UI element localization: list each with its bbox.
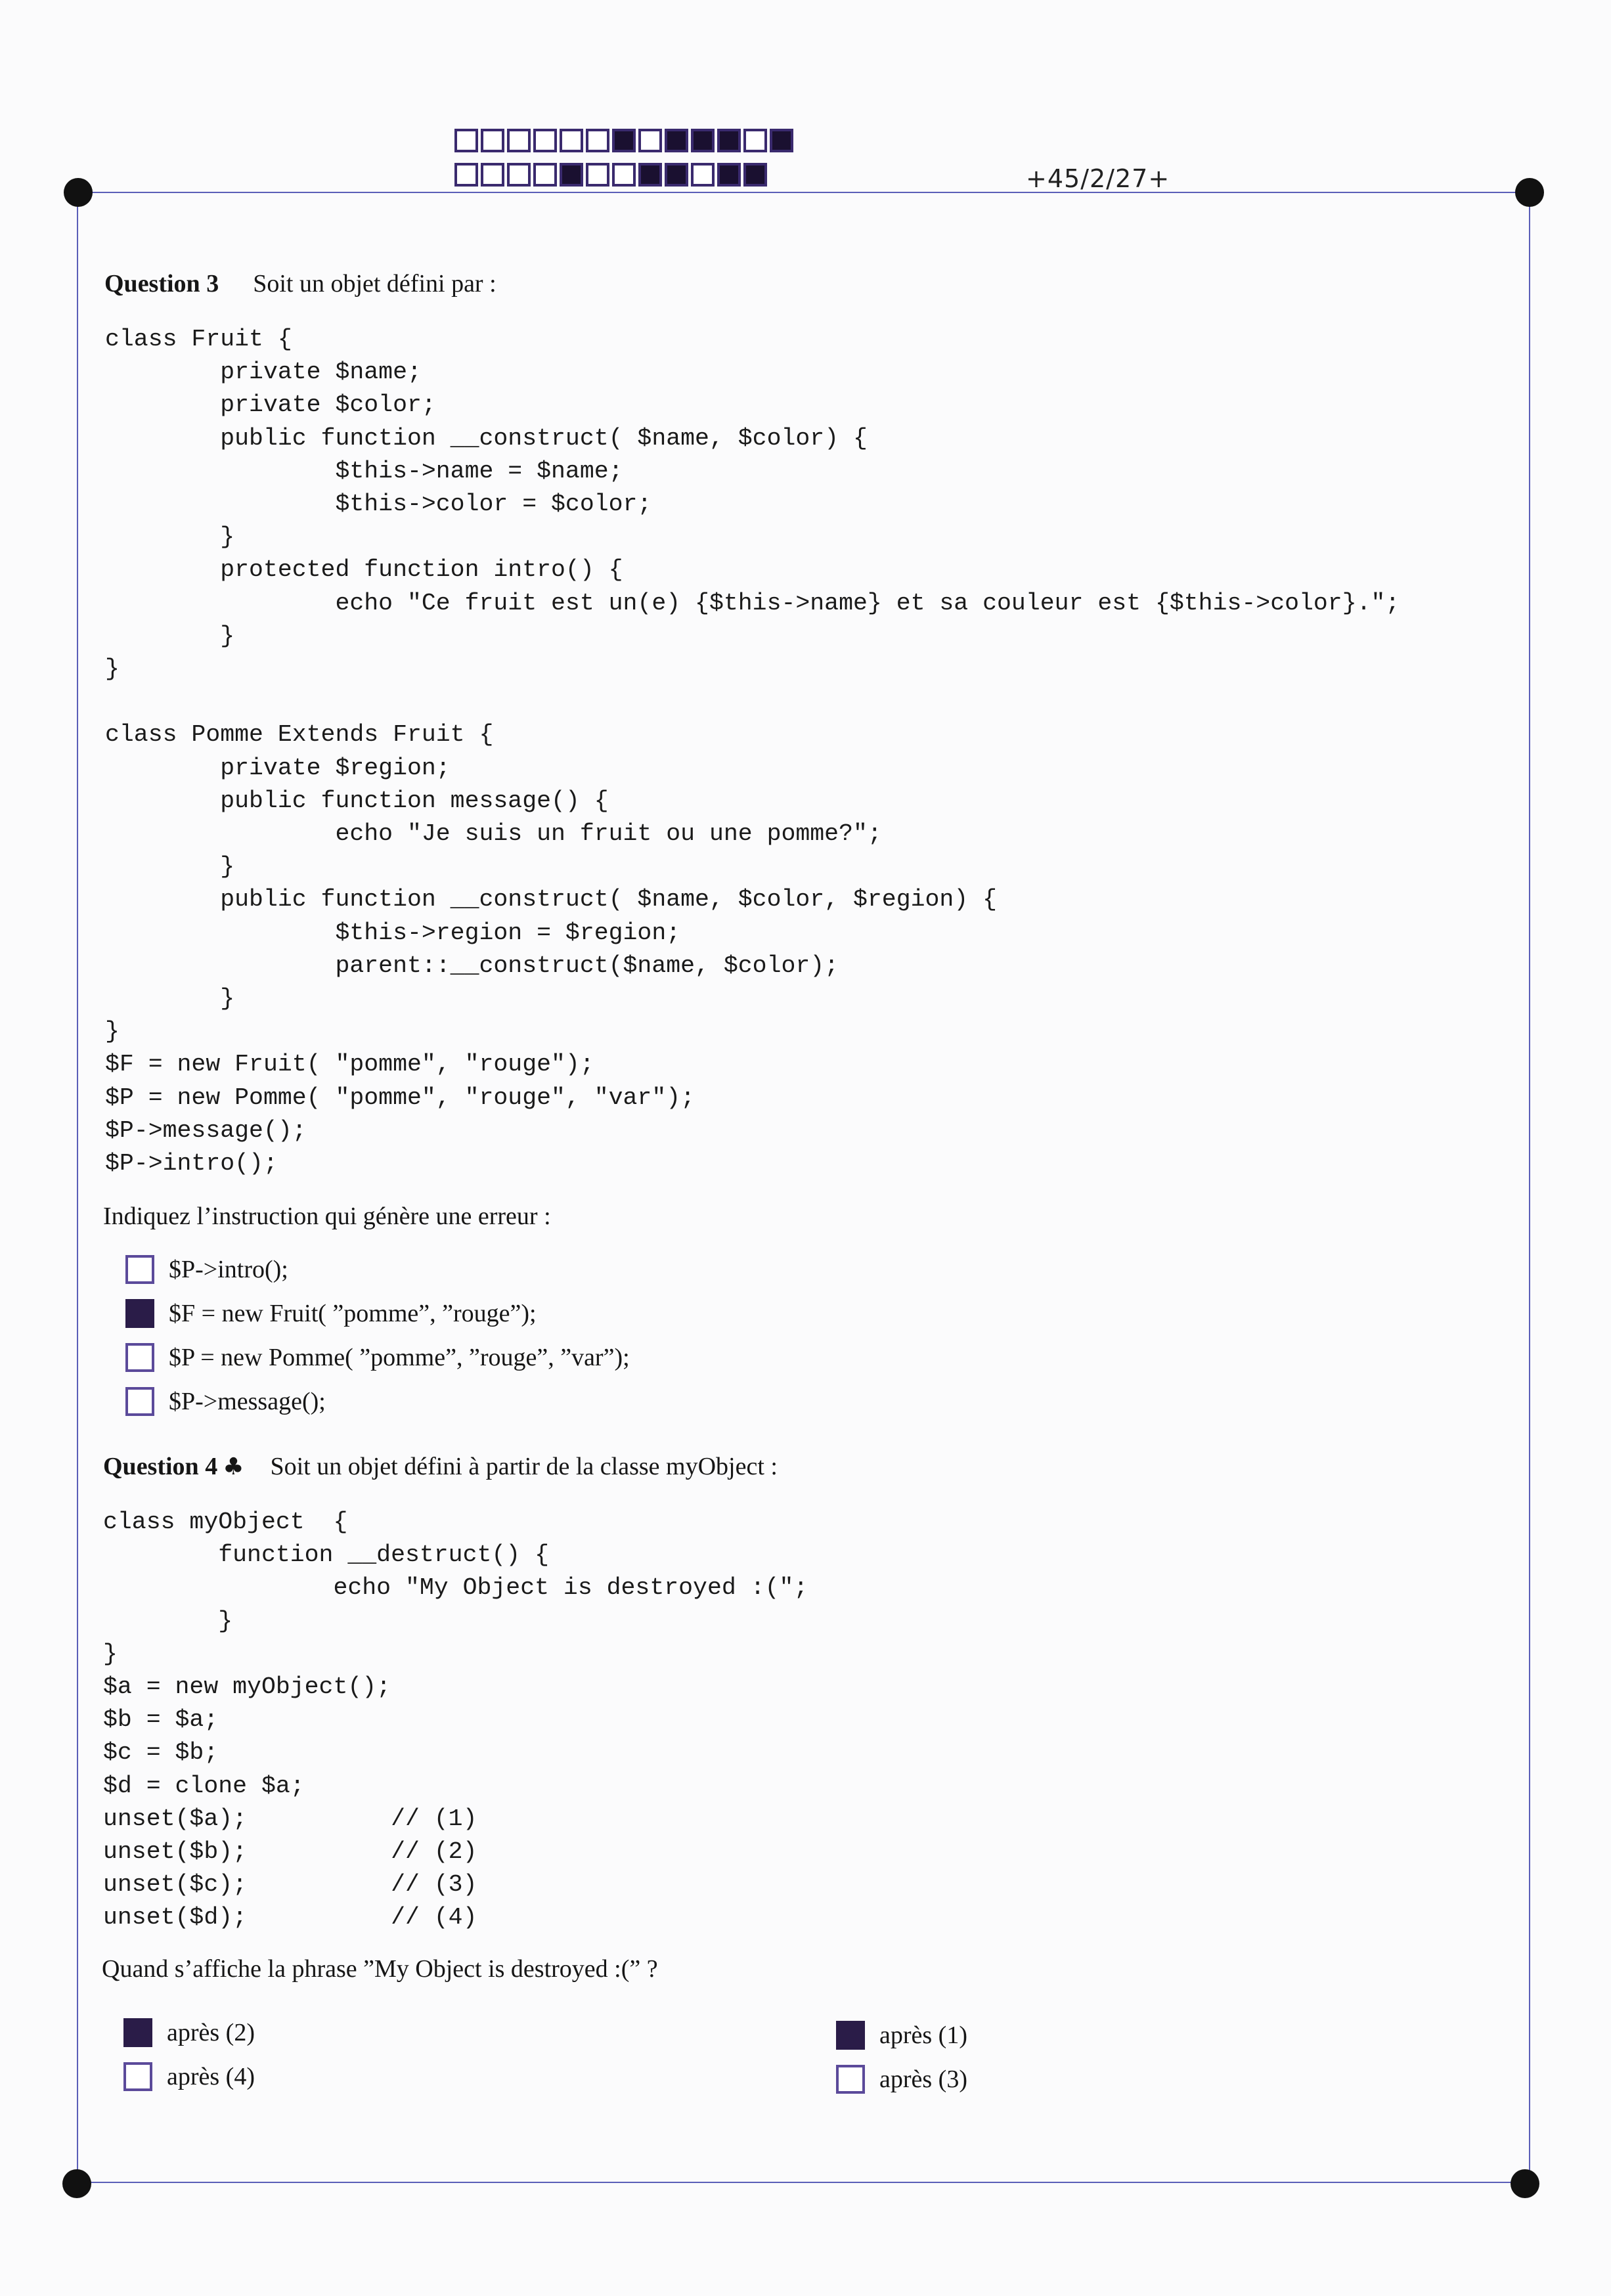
- code-block-q3: class Fruit { private $name; private $color; public function __construct( $name, $color) { $this->name = $name; $this->color = $color; } protected function intro() { echo "Ce fruit est un(e) {$this->name} et sa couleur est {$this->color}."; } } class Pomme Extends Fruit { private $region; public function message() { echo "Je suis un fruit ou une pomme?"; } public function __construct( $name, $color, $region) { $this->region = $region; parent::__construct($name, $color); } } $F = new Fruit( "pomme", "rouge"); $P = new Pomme( "pomme", "rouge", "var"); $P->message(); $P->intro();: [105, 326, 1400, 1178]
- code-cell-empty: [691, 163, 715, 187]
- answer-choice[interactable]: [125, 1299, 537, 1328]
- code-cell-filled: [743, 163, 767, 187]
- question-label: Question 4: [103, 1453, 218, 1480]
- corner-mark-bottom-right: [1511, 2169, 1539, 2198]
- corner-mark-top-right: [1515, 178, 1544, 207]
- choice-label: après (3): [879, 2065, 967, 2093]
- code-cell-filled: [638, 163, 662, 187]
- answer-choice[interactable]: [125, 1255, 288, 1284]
- code-cell-filled: [665, 129, 688, 152]
- code-cell-filled: [770, 129, 793, 152]
- checkbox[interactable]: [125, 1299, 154, 1328]
- answer-choice[interactable]: [125, 1387, 326, 1416]
- code-cell-empty: [507, 129, 531, 152]
- checkbox[interactable]: [125, 1255, 154, 1284]
- choice-label: après (1): [879, 2021, 967, 2049]
- choice-label: après (2): [167, 2019, 255, 2046]
- choice-label: $P->message();: [169, 1388, 326, 1415]
- code-cell-filled: [717, 129, 741, 152]
- binary-code-row-2: [454, 163, 770, 187]
- code-cell-empty: [507, 163, 531, 187]
- choice-label: $P = new Pomme( ”pomme”, ”rouge”, ”var”);: [169, 1344, 630, 1371]
- club-icon: ♣: [223, 1453, 244, 1480]
- code-cell-empty: [454, 163, 478, 187]
- code-cell-empty: [638, 129, 662, 152]
- checkbox[interactable]: [123, 2018, 152, 2047]
- choice-label: $P->intro();: [169, 1256, 288, 1283]
- question-4-prompt: Quand s’affiche la phrase ”My Object is destroyed :(” ?: [102, 1955, 658, 1983]
- page-id: +45/2/27+: [1026, 164, 1170, 193]
- code-cell-filled: [665, 163, 688, 187]
- code-cell-filled: [612, 129, 636, 152]
- question-label: Question 3: [104, 270, 219, 298]
- code-block-q4: class myObject { function __destruct() { echo "My Object is destroyed :("; } } $a = new myObject(); $b = $a; $c = $b; $d = clone $a; unset($a); // (1) unset($b); // (2) unset($c); // (3) unset($d); // (4): [103, 1509, 808, 1932]
- checkbox[interactable]: [125, 1387, 154, 1416]
- code-cell-empty: [586, 129, 609, 152]
- choice-label: $F = new Fruit( ”pomme”, ”rouge”);: [169, 1300, 537, 1327]
- code-cell-empty: [743, 129, 767, 152]
- corner-mark-top-left: [64, 178, 93, 207]
- code-cell-empty: [481, 129, 504, 152]
- answer-choice[interactable]: [125, 1343, 630, 1372]
- code-cell-empty: [533, 163, 557, 187]
- answer-choice[interactable]: [836, 2021, 967, 2050]
- corner-mark-bottom-left: [62, 2169, 91, 2198]
- answer-choice[interactable]: [123, 2018, 255, 2047]
- question-3-prompt: Indiquez l’instruction qui génère une erreur :: [103, 1203, 551, 1230]
- code-cell-filled: [691, 129, 715, 152]
- answer-choice[interactable]: [836, 2065, 967, 2094]
- code-cell-empty: [481, 163, 504, 187]
- binary-code-row-1: [454, 129, 796, 152]
- checkbox[interactable]: [123, 2062, 152, 2091]
- code-cell-filled: [717, 163, 741, 187]
- answer-choice[interactable]: [123, 2062, 255, 2091]
- code-cell-empty: [533, 129, 557, 152]
- question-3-header: [104, 269, 497, 298]
- question-4-header: [103, 1452, 778, 1481]
- checkbox[interactable]: [836, 2021, 865, 2050]
- choice-label: après (4): [167, 2063, 255, 2090]
- code-cell-empty: [586, 163, 609, 187]
- checkbox[interactable]: [836, 2065, 865, 2094]
- question-intro: Soit un objet défini par :: [253, 270, 497, 298]
- code-cell-empty: [560, 129, 583, 152]
- code-cell-filled: [560, 163, 583, 187]
- checkbox[interactable]: [125, 1343, 154, 1372]
- question-intro: Soit un objet défini à partir de la classe myObject :: [270, 1453, 778, 1480]
- code-cell-empty: [612, 163, 636, 187]
- code-cell-empty: [454, 129, 478, 152]
